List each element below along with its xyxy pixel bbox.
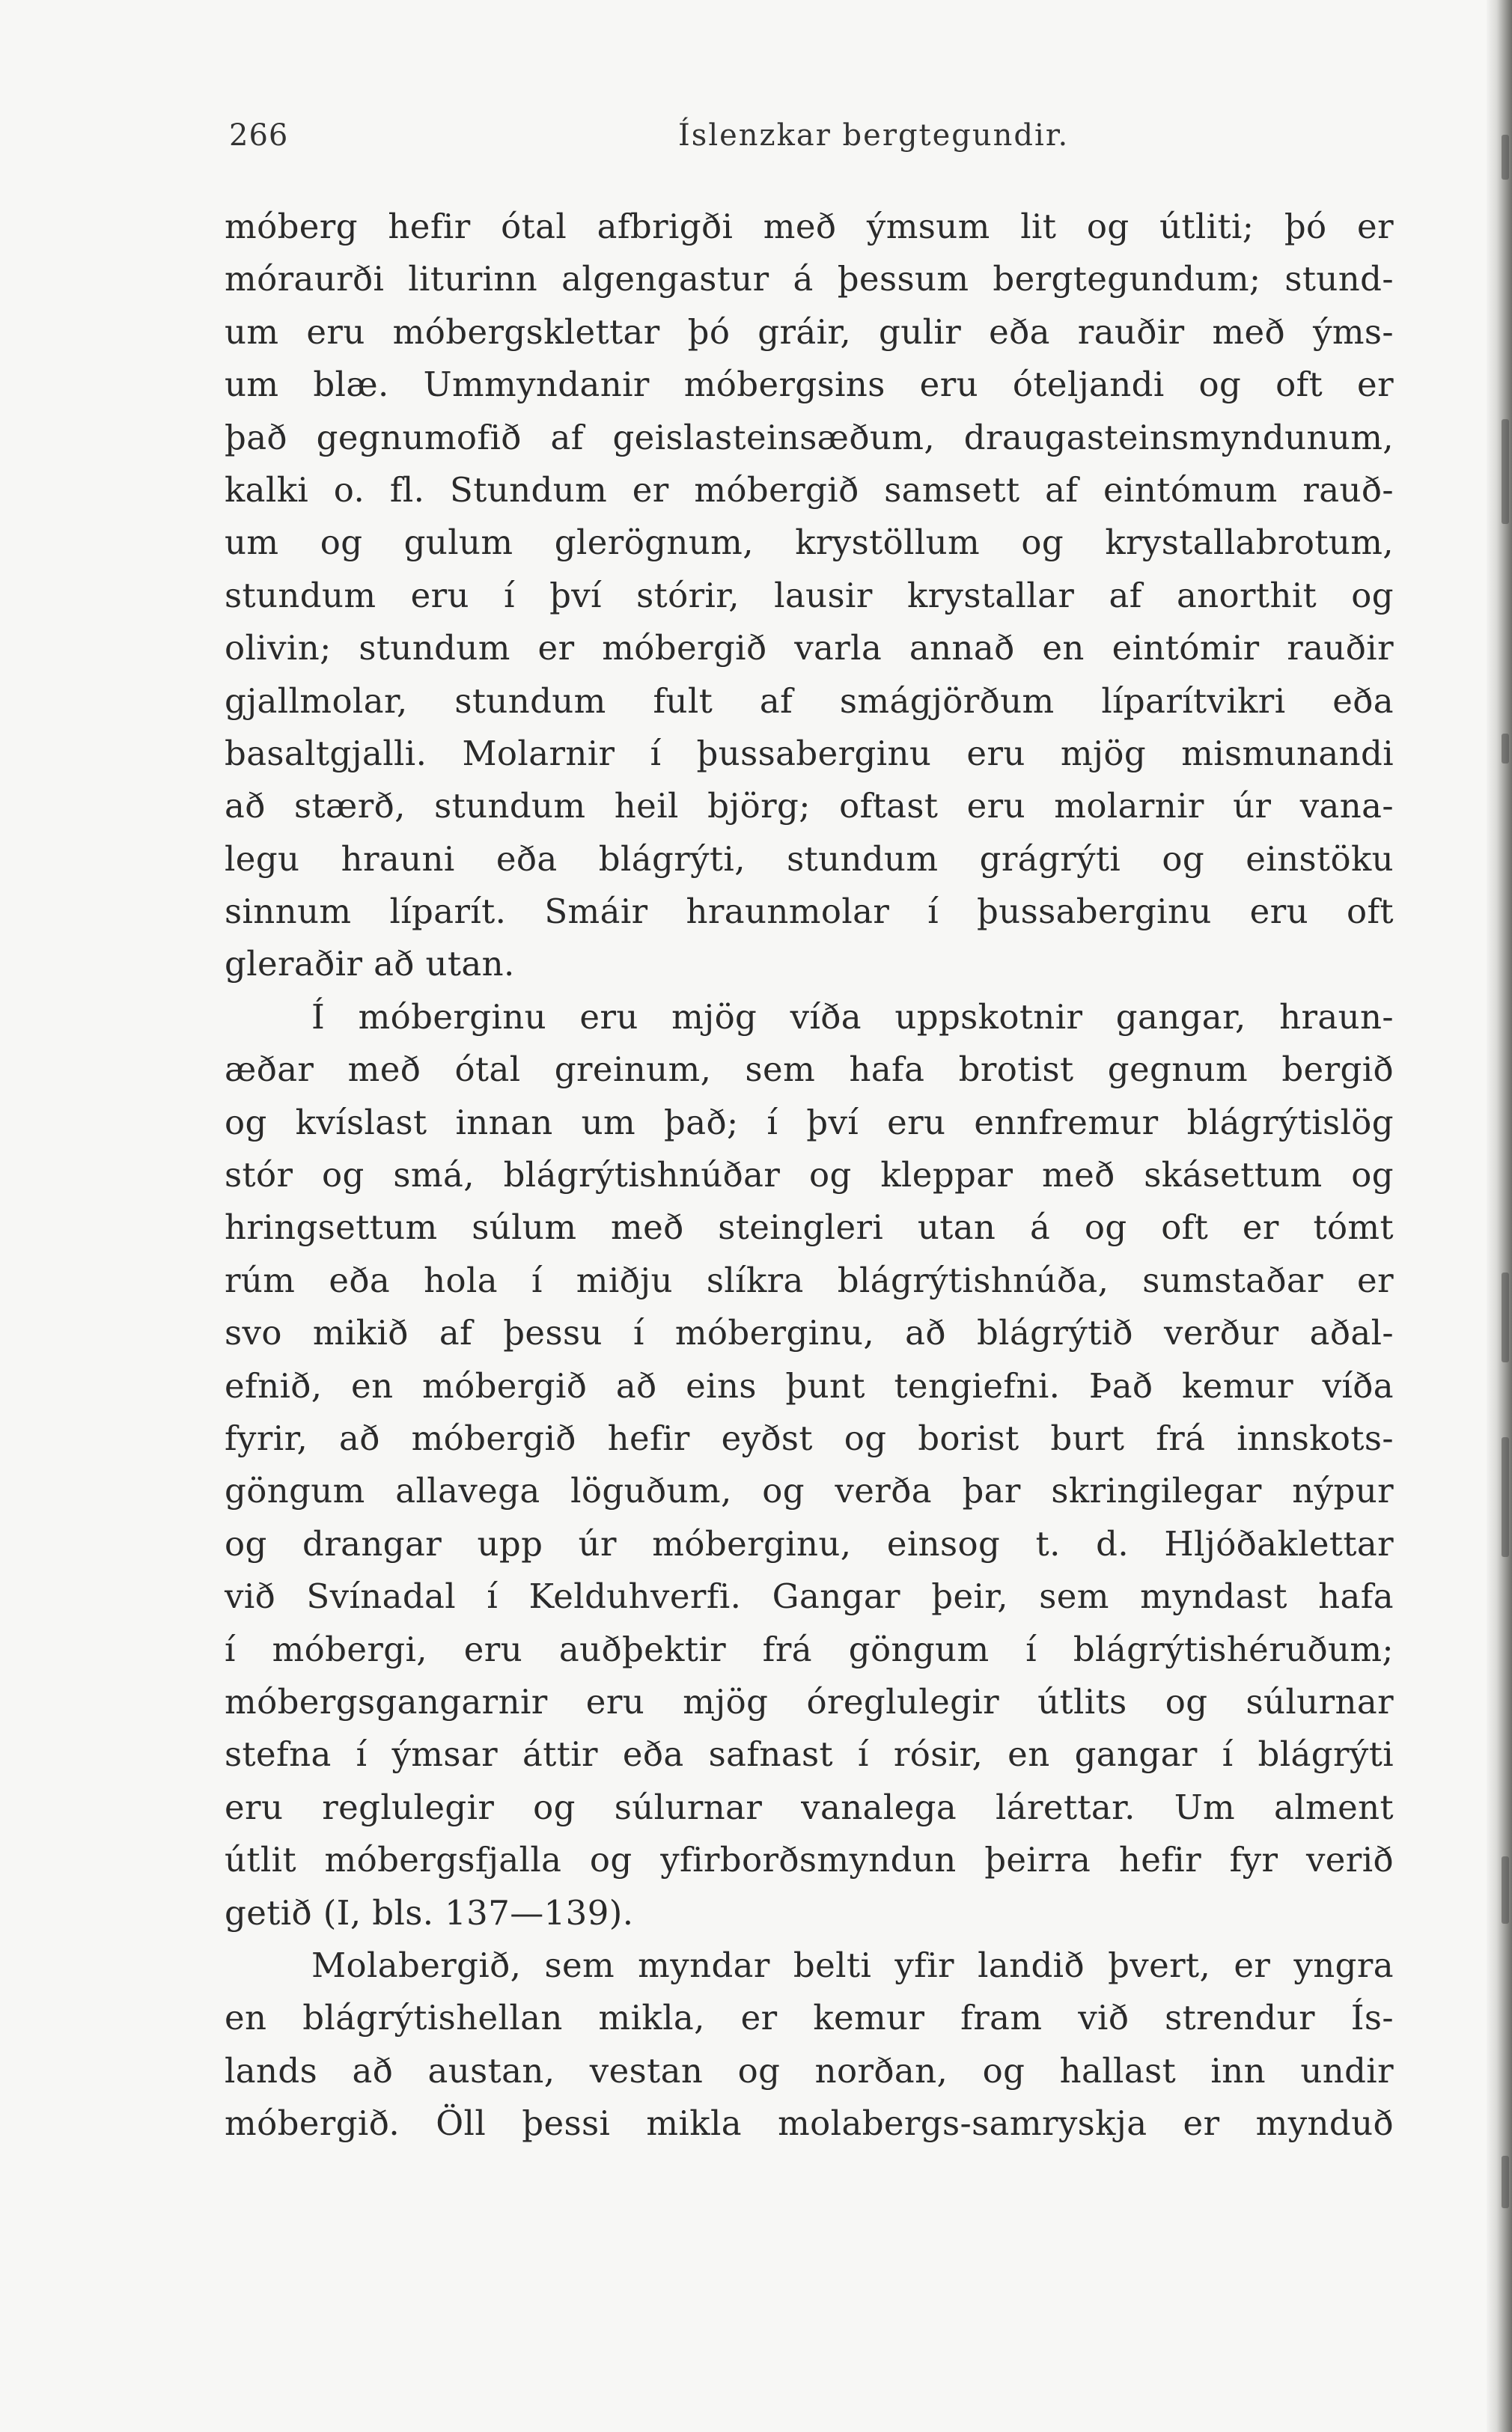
body-text xyxy=(225,201,1394,2150)
text-line: að stærð, stundum heil björg; oftast eru molarnir úr vana- xyxy=(225,786,1394,826)
binding-scuff xyxy=(1502,2156,1509,2208)
page-number: 266 xyxy=(229,118,289,153)
binding-scuff xyxy=(1502,1437,1509,1557)
text-line: stór og smá, blágrýtishnúðar og kleppar með skásettum og xyxy=(225,1155,1394,1195)
text-line: það gegnumofið af geislasteinsæðum, draugasteinsmyndunum, xyxy=(225,417,1394,457)
text-line: stefna í ýmsar áttir eða safnast í rósir, en gangar í blágrýti xyxy=(225,1734,1394,1775)
text-line: útlit móbergsfjalla og yfirborðsmyndun þeirra hefir fyr verið xyxy=(225,1840,1394,1880)
text-line: við Svínadal í Kelduhverfi. Gangar þeir, sem myndast hafa xyxy=(225,1576,1394,1617)
text-line: móbergsgangarnir eru mjög óreglulegir útlits og súlurnar xyxy=(225,1681,1394,1722)
text-line: göngum allavega löguðum, og verða þar skringilegar nýpur xyxy=(225,1471,1394,1511)
text-line: basaltgjalli. Molarnir í þussaberginu eru mjög mismunandi xyxy=(225,733,1394,773)
text-line: æðar með ótal greinum, sem hafa brotist gegnum bergið xyxy=(225,1049,1394,1090)
text-line-paragraph-end: getið (I, bls. 137—139). xyxy=(225,1892,634,1933)
text-line: og drangar upp úr móberginu, einsog t. d. Hljóðaklettar xyxy=(225,1523,1394,1564)
text-line: um blæ. Ummyndanir móbergsins eru óteljandi og oft er xyxy=(225,365,1394,405)
text-line: efnið, en móbergið að eins þunt tengiefni. Það kemur víða xyxy=(225,1365,1394,1406)
text-line: móraurði liturinn algengastur á þessum bergtegundum; stund- xyxy=(225,259,1394,299)
running-title: Íslenzkar bergtegundir. xyxy=(678,118,1070,153)
text-line: rúm eða hola í miðju slíkra blágrýtishnúða, sumstaðar er xyxy=(225,1260,1394,1300)
text-line: í móbergi, eru auðþektir frá göngum í blágrýtishéruðum; xyxy=(225,1629,1394,1669)
text-line: olivin; stundum er móbergið varla annað en eintómir rauðir xyxy=(225,628,1394,668)
text-line-paragraph-start: Molabergið, sem myndar belti yfir landið þvert, er yngra xyxy=(311,1945,1394,1985)
text-line: eru reglulegir og súlurnar vanalega lárettar. Um alment xyxy=(225,1787,1394,1827)
text-line-paragraph-end: gleraðir að utan. xyxy=(225,944,515,984)
text-line: lands að austan, vestan og norðan, og hallast inn undir xyxy=(225,2050,1394,2091)
text-line: móbergið. Öll þessi mikla molabergs-samryskja er mynduð xyxy=(225,2103,1394,2144)
text-line: kalki o. fl. Stundum er móbergið samsett af eintómum rauð- xyxy=(225,469,1394,510)
text-line: svo mikið af þessu í móberginu, að blágrýtið verður aðal- xyxy=(225,1313,1394,1353)
text-line: gjallmolar, stundum fult af smágjörðum líparítvikri eða xyxy=(225,680,1394,721)
binding-scuff xyxy=(1502,734,1509,764)
text-line: en blágrýtishellan mikla, er kemur fram við strendur Ís- xyxy=(225,1998,1394,2038)
page-binding-edge xyxy=(1487,0,1512,2432)
running-header xyxy=(229,118,1397,163)
binding-scuff xyxy=(1502,135,1509,180)
text-line: stundum eru í því stórir, lausir krystallar af anorthit og xyxy=(225,575,1394,615)
text-line-paragraph-start: Í móberginu eru mjög víða uppskotnir gangar, hraun- xyxy=(311,996,1394,1037)
text-line: sinnum líparít. Smáir hraunmolar í þussaberginu eru oft xyxy=(225,892,1394,932)
text-line: um eru móbergsklettar þó gráir, gulir eða rauðir með ýms- xyxy=(225,311,1394,352)
binding-scuff xyxy=(1502,1273,1509,1362)
text-line: fyrir, að móbergið hefir eyðst og borist burt frá innskots- xyxy=(225,1418,1394,1458)
text-line: um og gulum glerögnum, krystöllum og krystallabrotum, xyxy=(225,522,1394,563)
binding-scuff xyxy=(1502,419,1509,524)
text-line: móberg hefir ótal afbrigði með ýmsum lit og útliti; þó er xyxy=(225,207,1394,246)
text-line: og kvíslast innan um það; í því eru ennfremur blágrýtislög xyxy=(225,1102,1394,1142)
text-line: hringsettum súlum með steingleri utan á og oft er tómt xyxy=(225,1207,1394,1248)
binding-scuff xyxy=(1502,1856,1509,1924)
text-line: legu hrauni eða blágrýti, stundum grágrýti og einstöku xyxy=(225,838,1394,879)
